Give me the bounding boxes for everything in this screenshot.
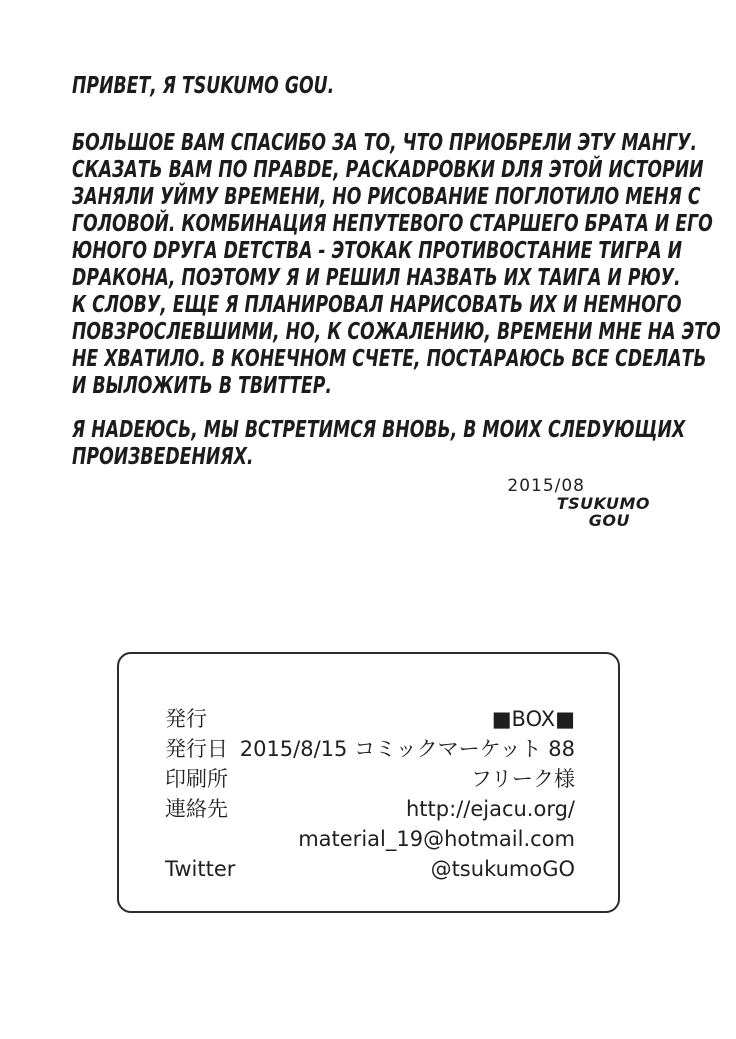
afterword-line: DРАКОНА, ПОЭТОМУ Я И РЕШИЛ НАЗВАТЬ ИХ ТАИГА И РЮУ. <box>72 265 681 291</box>
afterword-paragraph-1 <box>72 130 721 400</box>
date-text: 2015/08 <box>507 476 585 496</box>
colophon-value: ■BOX■ <box>491 707 575 731</box>
colophon-box <box>117 652 620 913</box>
colophon-label: 発行日 <box>165 737 228 761</box>
colophon-row <box>165 764 575 794</box>
afterword-text <box>72 73 721 471</box>
afterword-line: СКАЗАТЬ ВАМ ПО ПРАВDЕ, РАСКАDРОВКИ DЛЯ ЭТОЙ ИСТОРИИ <box>72 157 704 183</box>
afterword-line: ПОВЗРОСЛЕВШИМИ, НО, К СОЖАЛЕНИЮ, ВРЕМЕНИ МНЕ НА ЭТО <box>72 319 721 345</box>
colophon-label: 印刷所 <box>165 767 228 791</box>
signature-name-line-1: TSUKUMO <box>556 494 650 513</box>
colophon-label: Twitter <box>165 857 236 881</box>
colophon-label: 発行 <box>165 707 207 731</box>
afterword-line: ПРОИЗВЕDЕНИЯХ. <box>72 444 254 470</box>
greeting-line: ПРИВЕТ, Я TSUKUMO GOU. <box>72 73 335 99</box>
colophon-row <box>165 734 575 764</box>
colophon-row <box>165 704 575 734</box>
colophon-value: @tsukumoGO <box>430 857 575 881</box>
afterword-line: ЗАНЯЛИ УЙМУ ВРЕМЕНИ, НО РИСОВАНИЕ ПОГЛОТИЛО МЕНЯ С <box>72 184 701 210</box>
afterword-line: ЮНОГО DРУГА DЕТСТВА - ЭТОКАК ПРОТИВОСТАНИЕ ТИГРА И <box>72 238 683 264</box>
colophon-value: material_19@hotmail.com <box>298 827 575 851</box>
colophon-value: http://ejacu.org/ <box>405 797 575 821</box>
colophon-value: 2015/8/15 コミックマーケット 88 <box>239 737 575 761</box>
afterword-line: И ВЫЛОЖИТЬ В ТВИТТЕР. <box>72 373 332 399</box>
afterword-line: Я НАDЕЮСЬ, МЫ ВСТРЕТИМСЯ ВНОВЬ, В МОИХ СЛЕDУЮЩИХ <box>72 417 686 443</box>
colophon-row <box>165 794 575 824</box>
afterword-line: НЕ ХВАТИЛО. В КОНЕЧНОМ СЧЕТЕ, ПОСТАРАЮСЬ ВСЕ СDЕЛАТЬ <box>72 346 707 372</box>
colophon-value: フリーク様 <box>470 767 575 791</box>
signature-name-line-2: GOU <box>588 511 630 530</box>
afterword-line: К СЛОВУ, ЕЩЕ Я ПЛАНИРОВАЛ НАРИСОВАТЬ ИХ И НЕМНОГО <box>72 292 682 318</box>
colophon-row <box>165 854 575 884</box>
afterword-paragraph-2 <box>72 417 687 471</box>
afterword-line: БОЛЬШОЕ ВАМ СПАСИБО ЗА ТО, ЧТО ПРИОБРЕЛИ ЭТУ МАНГУ. <box>72 130 698 156</box>
colophon-label: 連絡先 <box>165 797 228 821</box>
afterword-line: ГОЛОВОЙ. КОМБИНАЦИЯ НЕПУТЕВОГО СТАРШЕГО БРАТА И ЕГО <box>72 211 713 237</box>
colophon-row <box>165 824 575 854</box>
